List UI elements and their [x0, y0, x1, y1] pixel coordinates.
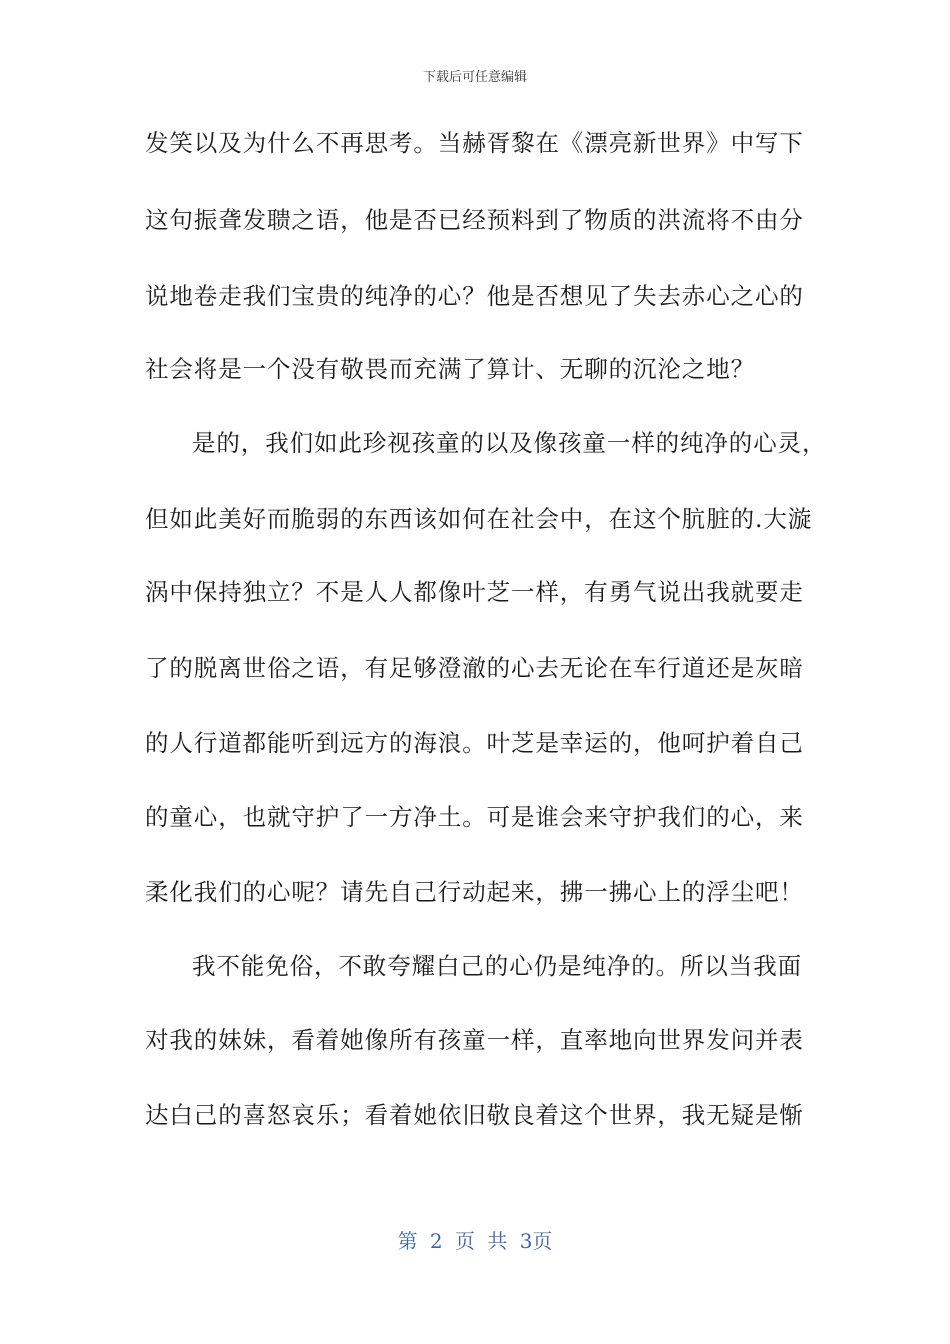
- text-line-3: 说地卷走我们宝贵的纯净的心？他是否想见了失去赤心之心的: [145, 282, 804, 310]
- text-line-14: 达白己的喜怒哀乐；看着她依旧敬良着这个世界，我无疑是惭: [145, 1101, 804, 1129]
- text-line-7: 涡中保持独立？不是人人都像叶芝一样，有勇气说出我就要走: [145, 578, 804, 606]
- text-line-10: 的童心，也就守护了一方净土。可是谁会来守护我们的心，来: [145, 803, 804, 831]
- page-number: 第 2 页 共 3页: [397, 1229, 553, 1253]
- text-line-9: 的人行道都能听到远方的海浪。叶芝是幸运的，他呵护着自己: [145, 729, 804, 757]
- text-line-12: 我不能免俗，不敢夸耀白己的心仍是纯净的。所以当我面: [192, 952, 802, 980]
- page-header: 下载后可任意编辑: [422, 70, 527, 85]
- text-line-11: 柔化我们的心呢？请先自己行动起来，拂一拂心上的浮尘吧！: [145, 878, 804, 906]
- text-line-8: 了的脱离世俗之语，有足够澄澈的心去无论在车行道还是灰暗: [145, 654, 804, 682]
- text-line-4: 社会将是一个没有敬畏而充满了算计、无聊的沉沦之地？: [145, 355, 755, 383]
- text-line-6: 但如此美好而脆弱的东西该如何在社会中，在这个肮脏的.大漩: [145, 505, 813, 533]
- text-line-1: 发笑以及为什么不再思考。当赫胥黎在《漂亮新世界》中写下: [145, 129, 804, 157]
- text-line-2: 这句振聋发聩之语，他是否已经预料到了物质的洪流将不由分: [145, 206, 804, 234]
- text-line-13: 对我的妹妹，看着她像所有孩童一样，直率地向世界发问并表: [145, 1026, 804, 1054]
- text-line-5: 是的，我们如此珍视孩童的以及像孩童一样的纯净的心灵，: [192, 429, 827, 457]
